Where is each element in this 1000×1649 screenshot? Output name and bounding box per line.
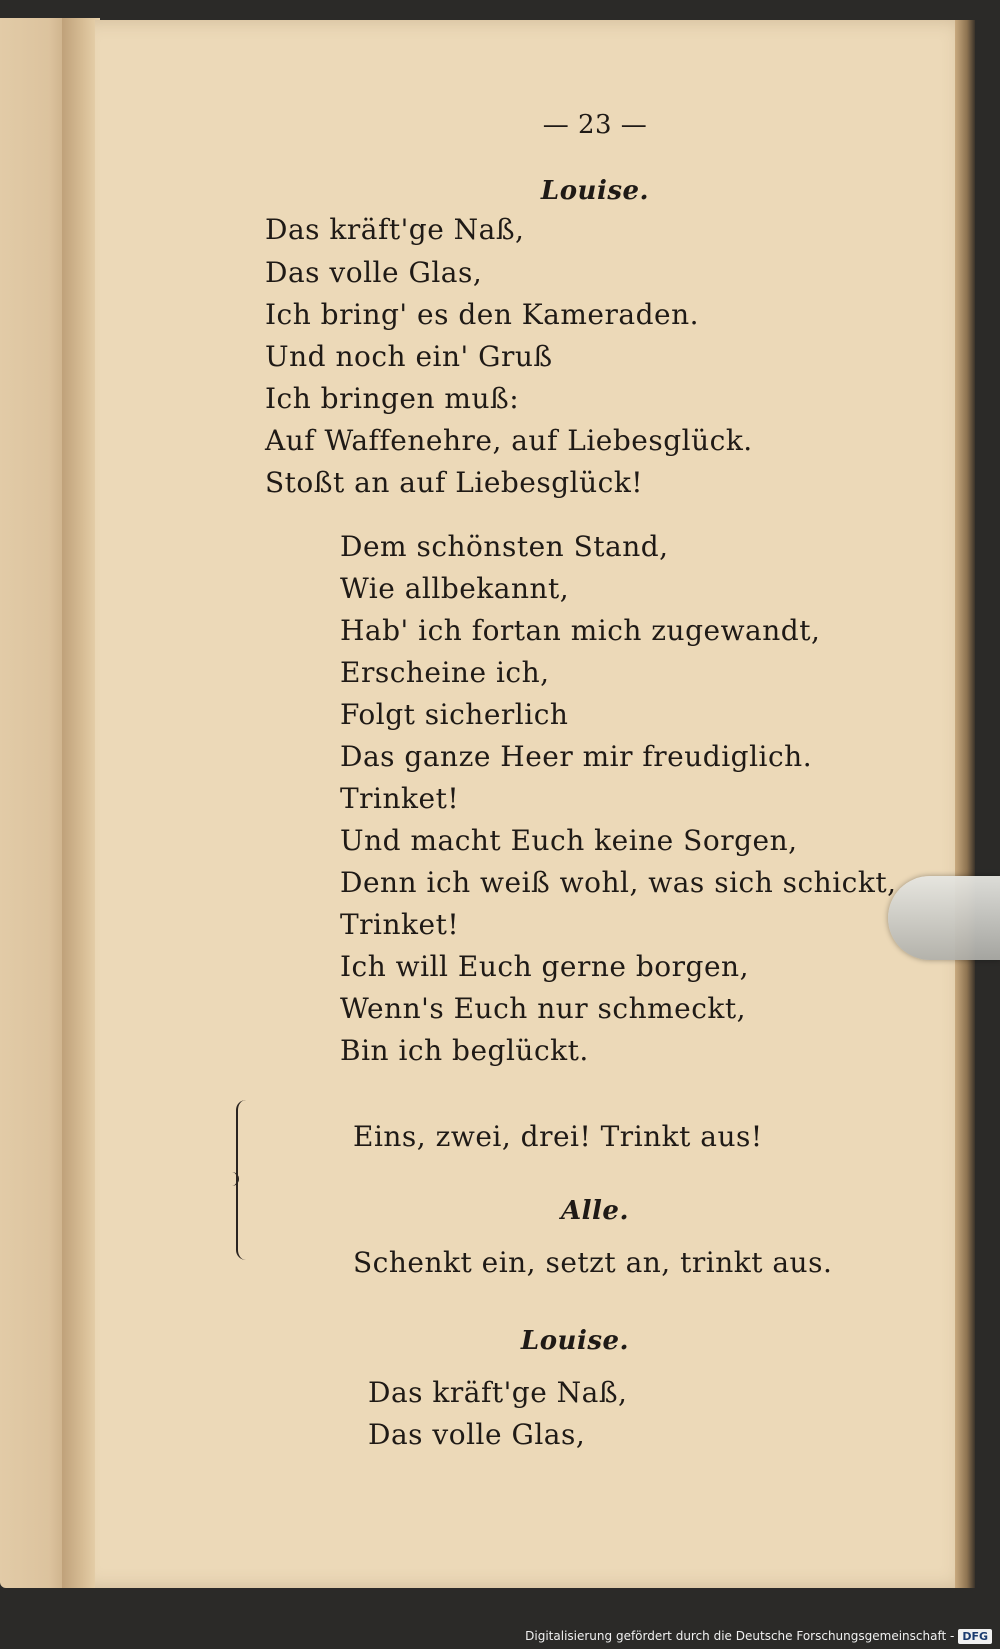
verse-line: Auf Waffenehre, auf Liebesglück.	[265, 424, 753, 457]
speaker-louise-1: Louise.	[540, 176, 650, 206]
verse-line: Bin ich beglückt.	[340, 1034, 589, 1067]
speaker-louise-2: Louise.	[520, 1326, 630, 1356]
verse-line: Hab' ich fortan mich zugewandt,	[340, 614, 821, 647]
digitization-credit	[525, 1625, 992, 1647]
verse-line: Denn ich weiß wohl, was sich schickt,	[340, 866, 897, 899]
verse-line: Das kräft'ge Naß,	[265, 213, 525, 246]
verse-line: Ich will Euch gerne borgen,	[340, 950, 749, 983]
credit-text: Digitalisierung gefördert durch die Deutsche Forschungsgemeinschaft -	[525, 1629, 955, 1643]
verse-line: Das ganze Heer mir freudiglich.	[340, 740, 813, 773]
verse-line: Und macht Euch keine Sorgen,	[340, 824, 798, 857]
verse-line: Folgt sicherlich	[340, 698, 569, 731]
verse-line: Trinket!	[340, 908, 460, 941]
dfg-logo: DFG	[958, 1629, 992, 1644]
verse-line: Wenn's Euch nur schmeckt,	[340, 992, 747, 1025]
verse-line: Wie allbekannt,	[340, 572, 570, 605]
verse-line: Eins, zwei, drei! Trinkt aus!	[353, 1120, 763, 1153]
page-text	[95, 20, 975, 1588]
verse-line: Dem schönsten Stand,	[340, 530, 669, 563]
verse-line: Trinket!	[340, 782, 460, 815]
verse-line: Erscheine ich,	[340, 656, 550, 689]
plastic-page-tab	[888, 876, 1000, 960]
verse-line: Ich bring' es den Kameraden.	[265, 298, 699, 331]
verse-line: Und noch ein' Gruß	[265, 340, 553, 373]
left-page-edge	[0, 18, 70, 1588]
book-page	[95, 20, 975, 1588]
verse-line: Stoßt an auf Liebesglück!	[265, 466, 644, 499]
speaker-alle: Alle.	[560, 1196, 630, 1226]
right-page-edge	[955, 20, 975, 1588]
page-number: — 23 —	[542, 110, 648, 140]
curly-brace	[236, 1100, 252, 1260]
verse-line: Das volle Glas,	[265, 256, 483, 289]
verse-line: Das kräft'ge Naß,	[368, 1376, 628, 1409]
chorus-line: Schenkt ein, setzt an, trinkt aus.	[353, 1246, 833, 1279]
verse-line: Das volle Glas,	[368, 1418, 586, 1451]
verse-line: Ich bringen muß:	[265, 382, 520, 415]
